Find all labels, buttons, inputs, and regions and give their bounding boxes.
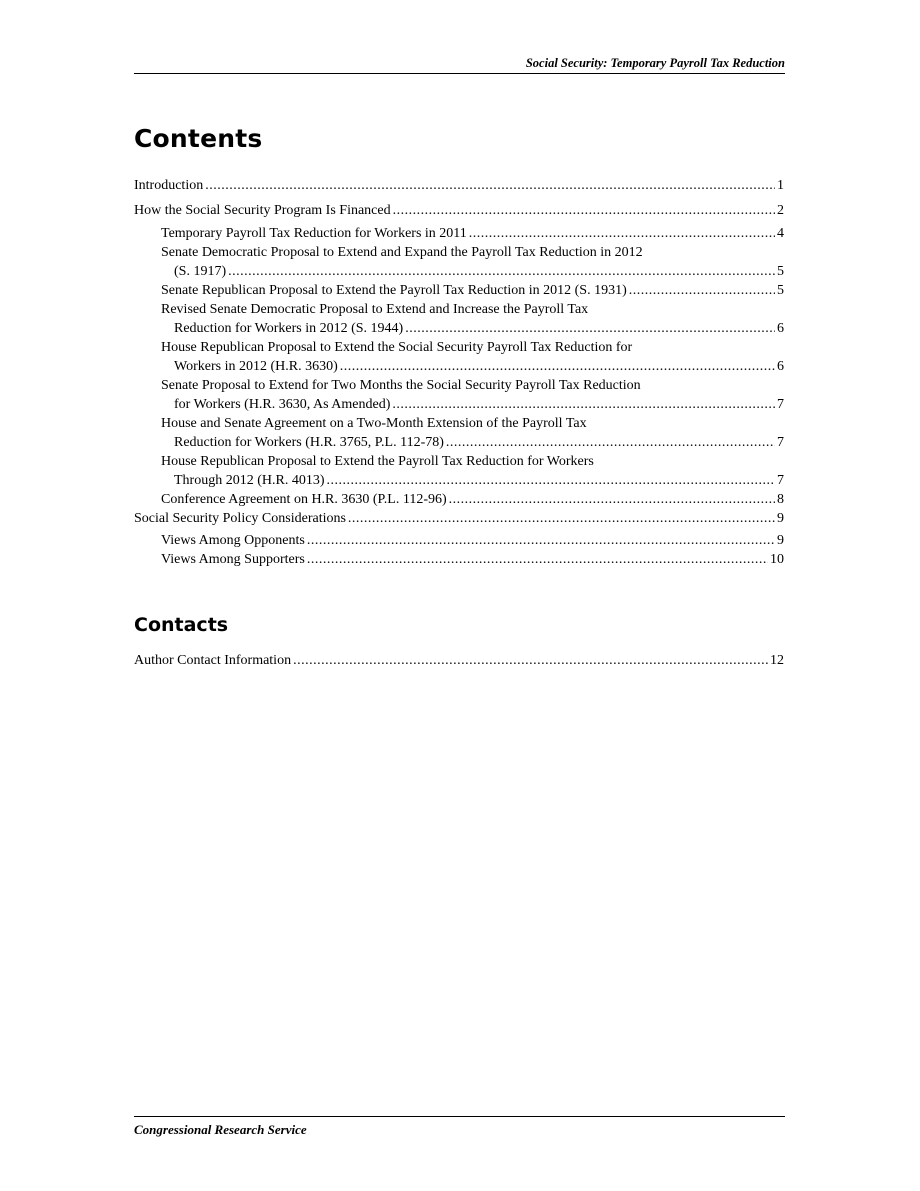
footer-text: Congressional Research Service xyxy=(134,1122,307,1137)
dot-leader xyxy=(205,176,775,195)
running-footer xyxy=(134,1116,785,1138)
toc-entry[interactable] xyxy=(134,651,784,670)
toc-entry[interactable] xyxy=(134,243,784,281)
toc-entry-title: for Workers (H.R. 3630, As Amended) xyxy=(174,396,391,412)
toc-entry[interactable] xyxy=(134,176,784,195)
toc-page-number: 9 xyxy=(777,533,784,548)
dot-leader xyxy=(327,471,776,490)
contents-list xyxy=(134,176,784,569)
toc-page-number: 7 xyxy=(777,434,784,450)
toc-page-number: 7 xyxy=(777,472,784,488)
dot-leader xyxy=(228,262,775,281)
contacts-list xyxy=(134,651,784,674)
toc-page-number: 7 xyxy=(777,396,784,412)
toc-entry[interactable] xyxy=(134,281,784,300)
toc-entry[interactable] xyxy=(134,490,784,509)
toc-entry-title: Senate Proposal to Extend for Two Months the Social Security Payroll Tax Reduction xyxy=(161,377,641,393)
toc-entry-title: House Republican Proposal to Extend the Payroll Tax Reduction for Workers xyxy=(161,453,594,469)
dot-leader xyxy=(348,509,775,528)
toc-entry-title: Social Security Policy Considerations xyxy=(134,510,346,526)
toc-entry[interactable] xyxy=(134,452,784,490)
dot-leader xyxy=(629,281,775,300)
dot-leader xyxy=(405,319,775,338)
dot-leader xyxy=(307,531,775,550)
dot-leader xyxy=(340,357,775,376)
toc-entry[interactable] xyxy=(134,201,784,220)
dot-leader xyxy=(307,550,768,569)
contents-heading: Contents xyxy=(134,124,263,153)
toc-page-number: 6 xyxy=(777,320,784,336)
toc-entry-title: Introduction xyxy=(134,178,204,193)
toc-entry-title: Conference Agreement on H.R. 3630 (P.L. 112-96) xyxy=(161,491,447,507)
toc-page-number: 12 xyxy=(770,653,784,668)
toc-entry-title: How the Social Security Program Is Financed xyxy=(134,203,391,218)
toc-entry[interactable] xyxy=(134,509,784,528)
toc-page-number: 5 xyxy=(777,263,784,279)
dot-leader xyxy=(446,433,775,452)
toc-entry-title: (S. 1917) xyxy=(174,263,227,279)
toc-entry-title: Through 2012 (H.R. 4013) xyxy=(174,472,325,488)
toc-entry-title: Views Among Supporters xyxy=(161,552,305,567)
toc-entry-title: Senate Democratic Proposal to Extend and Expand the Payroll Tax Reduction in 2012 xyxy=(161,244,643,260)
toc-page-number: 9 xyxy=(777,510,784,526)
toc-page-number: 5 xyxy=(777,282,784,298)
toc-entry[interactable] xyxy=(134,376,784,414)
toc-entry[interactable] xyxy=(134,224,784,243)
toc-entry-title: Reduction for Workers (H.R. 3765, P.L. 112-78) xyxy=(174,434,444,450)
running-header-title: Social Security: Temporary Payroll Tax Reduction xyxy=(525,56,785,70)
toc-page-number: 10 xyxy=(770,552,784,567)
toc-entry-title: Reduction for Workers in 2012 (S. 1944) xyxy=(174,320,404,336)
toc-page-number: 1 xyxy=(777,178,784,193)
toc-entry-title: House Republican Proposal to Extend the Social Security Payroll Tax Reduction for xyxy=(161,339,633,355)
toc-entry-title: Views Among Opponents xyxy=(161,533,305,548)
toc-entry[interactable] xyxy=(134,550,784,569)
dot-leader xyxy=(293,651,768,670)
dot-leader xyxy=(469,224,775,243)
toc-entry-title: Author Contact Information xyxy=(134,653,292,668)
toc-entry[interactable] xyxy=(134,338,784,376)
toc-entry[interactable] xyxy=(134,300,784,338)
toc-entry-title: House and Senate Agreement on a Two-Month Extension of the Payroll Tax xyxy=(161,415,587,431)
dot-leader xyxy=(449,490,775,509)
toc-entry-title: Revised Senate Democratic Proposal to Extend and Increase the Payroll Tax xyxy=(161,301,589,317)
dot-leader xyxy=(392,395,775,414)
toc-entry-title: Senate Republican Proposal to Extend the Payroll Tax Reduction in 2012 (S. 1931) xyxy=(161,282,627,298)
toc-page-number: 8 xyxy=(777,491,784,507)
toc-entry-title: Workers in 2012 (H.R. 3630) xyxy=(174,358,338,374)
dot-leader xyxy=(393,201,775,220)
toc-entry[interactable] xyxy=(134,414,784,452)
toc-page-number: 6 xyxy=(777,358,784,374)
toc-page-number: 2 xyxy=(777,203,784,218)
toc-entry[interactable] xyxy=(134,531,784,550)
running-header xyxy=(134,56,785,74)
contacts-heading: Contacts xyxy=(134,614,229,636)
toc-page-number: 4 xyxy=(777,225,784,241)
toc-entry-title: Temporary Payroll Tax Reduction for Workers in 2011 xyxy=(161,225,467,241)
